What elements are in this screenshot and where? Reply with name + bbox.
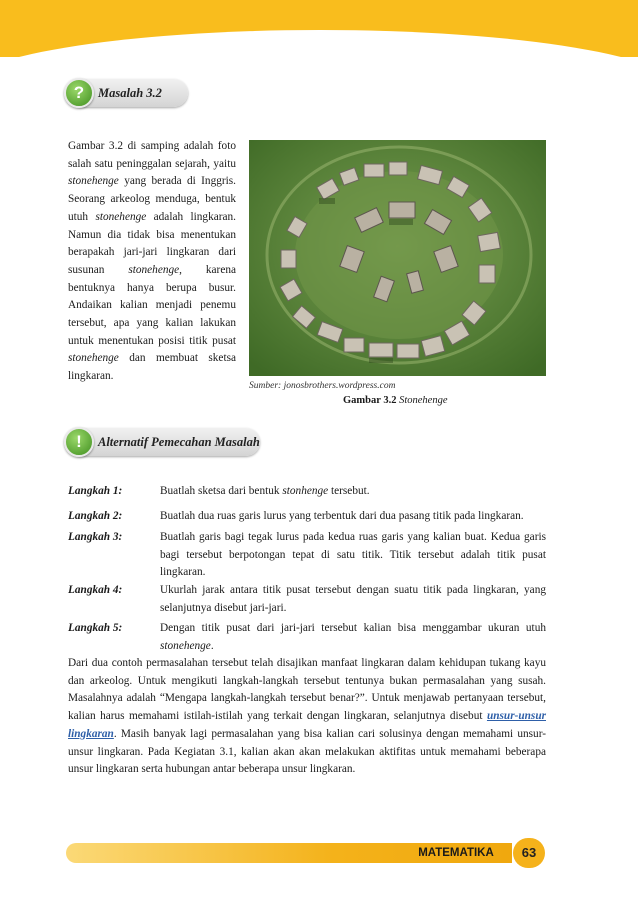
section-solution-title: Alternatif Pemecahan Masalah (98, 435, 260, 449)
step-3-label: Langkah 3: (68, 531, 123, 543)
step-1-label: Langkah 1: (68, 485, 123, 497)
step-5-text: Dengan titik pusat dari jari-jari tersebut kalian bisa menggambar ukuran utuh stonehenge. (160, 622, 546, 652)
step-2-text: Buatlah dua ruas garis lurus yang terbentuk dari dua pasang titik pada lingkaran. (160, 510, 524, 522)
page-number: 63 (513, 838, 545, 868)
problem-paragraph: Gambar 3.2 di samping adalah foto salah satu peninggalan sejarah, yaitu stonehenge yang berada di Inggris. Seorang arkeolog menduga, bentuk utuh stonehenge adalah lingkaran. Namun dia tidak bisa menentukan berapakah jari-jari lingkaran dari susunan stonehenge, karena bentuknya hanya berupa busur. Andaikan kalian menjadi penemu tersebut, apa yang kalian lakukan untuk menentukan posisi titik pusat stonehenge dan membuat sketsa lingkaran. (68, 140, 236, 383)
footer-subject: MATEMATIKA (418, 847, 494, 859)
section-problem-title: Masalah 3.2 (98, 86, 162, 100)
keyword-unsur-lingkaran: unsur-unsur lingkaran (68, 710, 546, 740)
step-5-label: Langkah 5: (68, 622, 123, 634)
step-4-text: Ukurlah jarak antara titik pusat tersebut dengan suatu titik pada lingkaran, yang selanjutnya disebut jari-jari. (160, 584, 546, 614)
figure-caption: Gambar 3.2 Stonehenge (343, 395, 448, 406)
step-4-label: Langkah 4: (68, 584, 123, 596)
closing-paragraph: Dari dua contoh permasalahan tersebut telah disajikan manfaat lingkaran dalam kehidupan tukang kayu dan arkeolog. Untuk mengikuti langkah-langkah tersebut tentunya bukan permasalahan yang susah. Masalahnya adalah “Mengapa langkah-langkah tersebut benar?”. Untuk menjawab pertanyaan tersebut, kalian harus memahami istilah-istilah yang terkait dengan lingkaran, selanjutnya disebut unsur-unsur lingkaran. Masih banyak lagi permasalahan yang bisa kalian cari solusinya dengan memahami unsur-unsur lingkaran. Pada Kegiatan 3.1, kalian akan akan melakukan aktifitas untuk memahami beberapa unsur lingkaran serta hubungan antar beberapa unsur lingkaran. (68, 657, 546, 776)
step-1-text: Buatlah sketsa dari bentuk stonhenge tersebut. (160, 485, 370, 497)
question-icon: ? (64, 78, 94, 108)
step-2-label: Langkah 2: (68, 510, 123, 522)
stonehenge-photo (249, 140, 546, 376)
exclamation-icon: ! (64, 427, 94, 457)
photo-source: Sumber: jonosbrothers.wordpress.com (249, 381, 396, 391)
step-3-text: Buatlah garis bagi tegak lurus pada kedua ruas garis yang kalian buat. Kedua garis bagi tersebut berpotongan tepat di satu titik. Titik tersebut adalah titik pusat lingkaran. (160, 531, 546, 579)
